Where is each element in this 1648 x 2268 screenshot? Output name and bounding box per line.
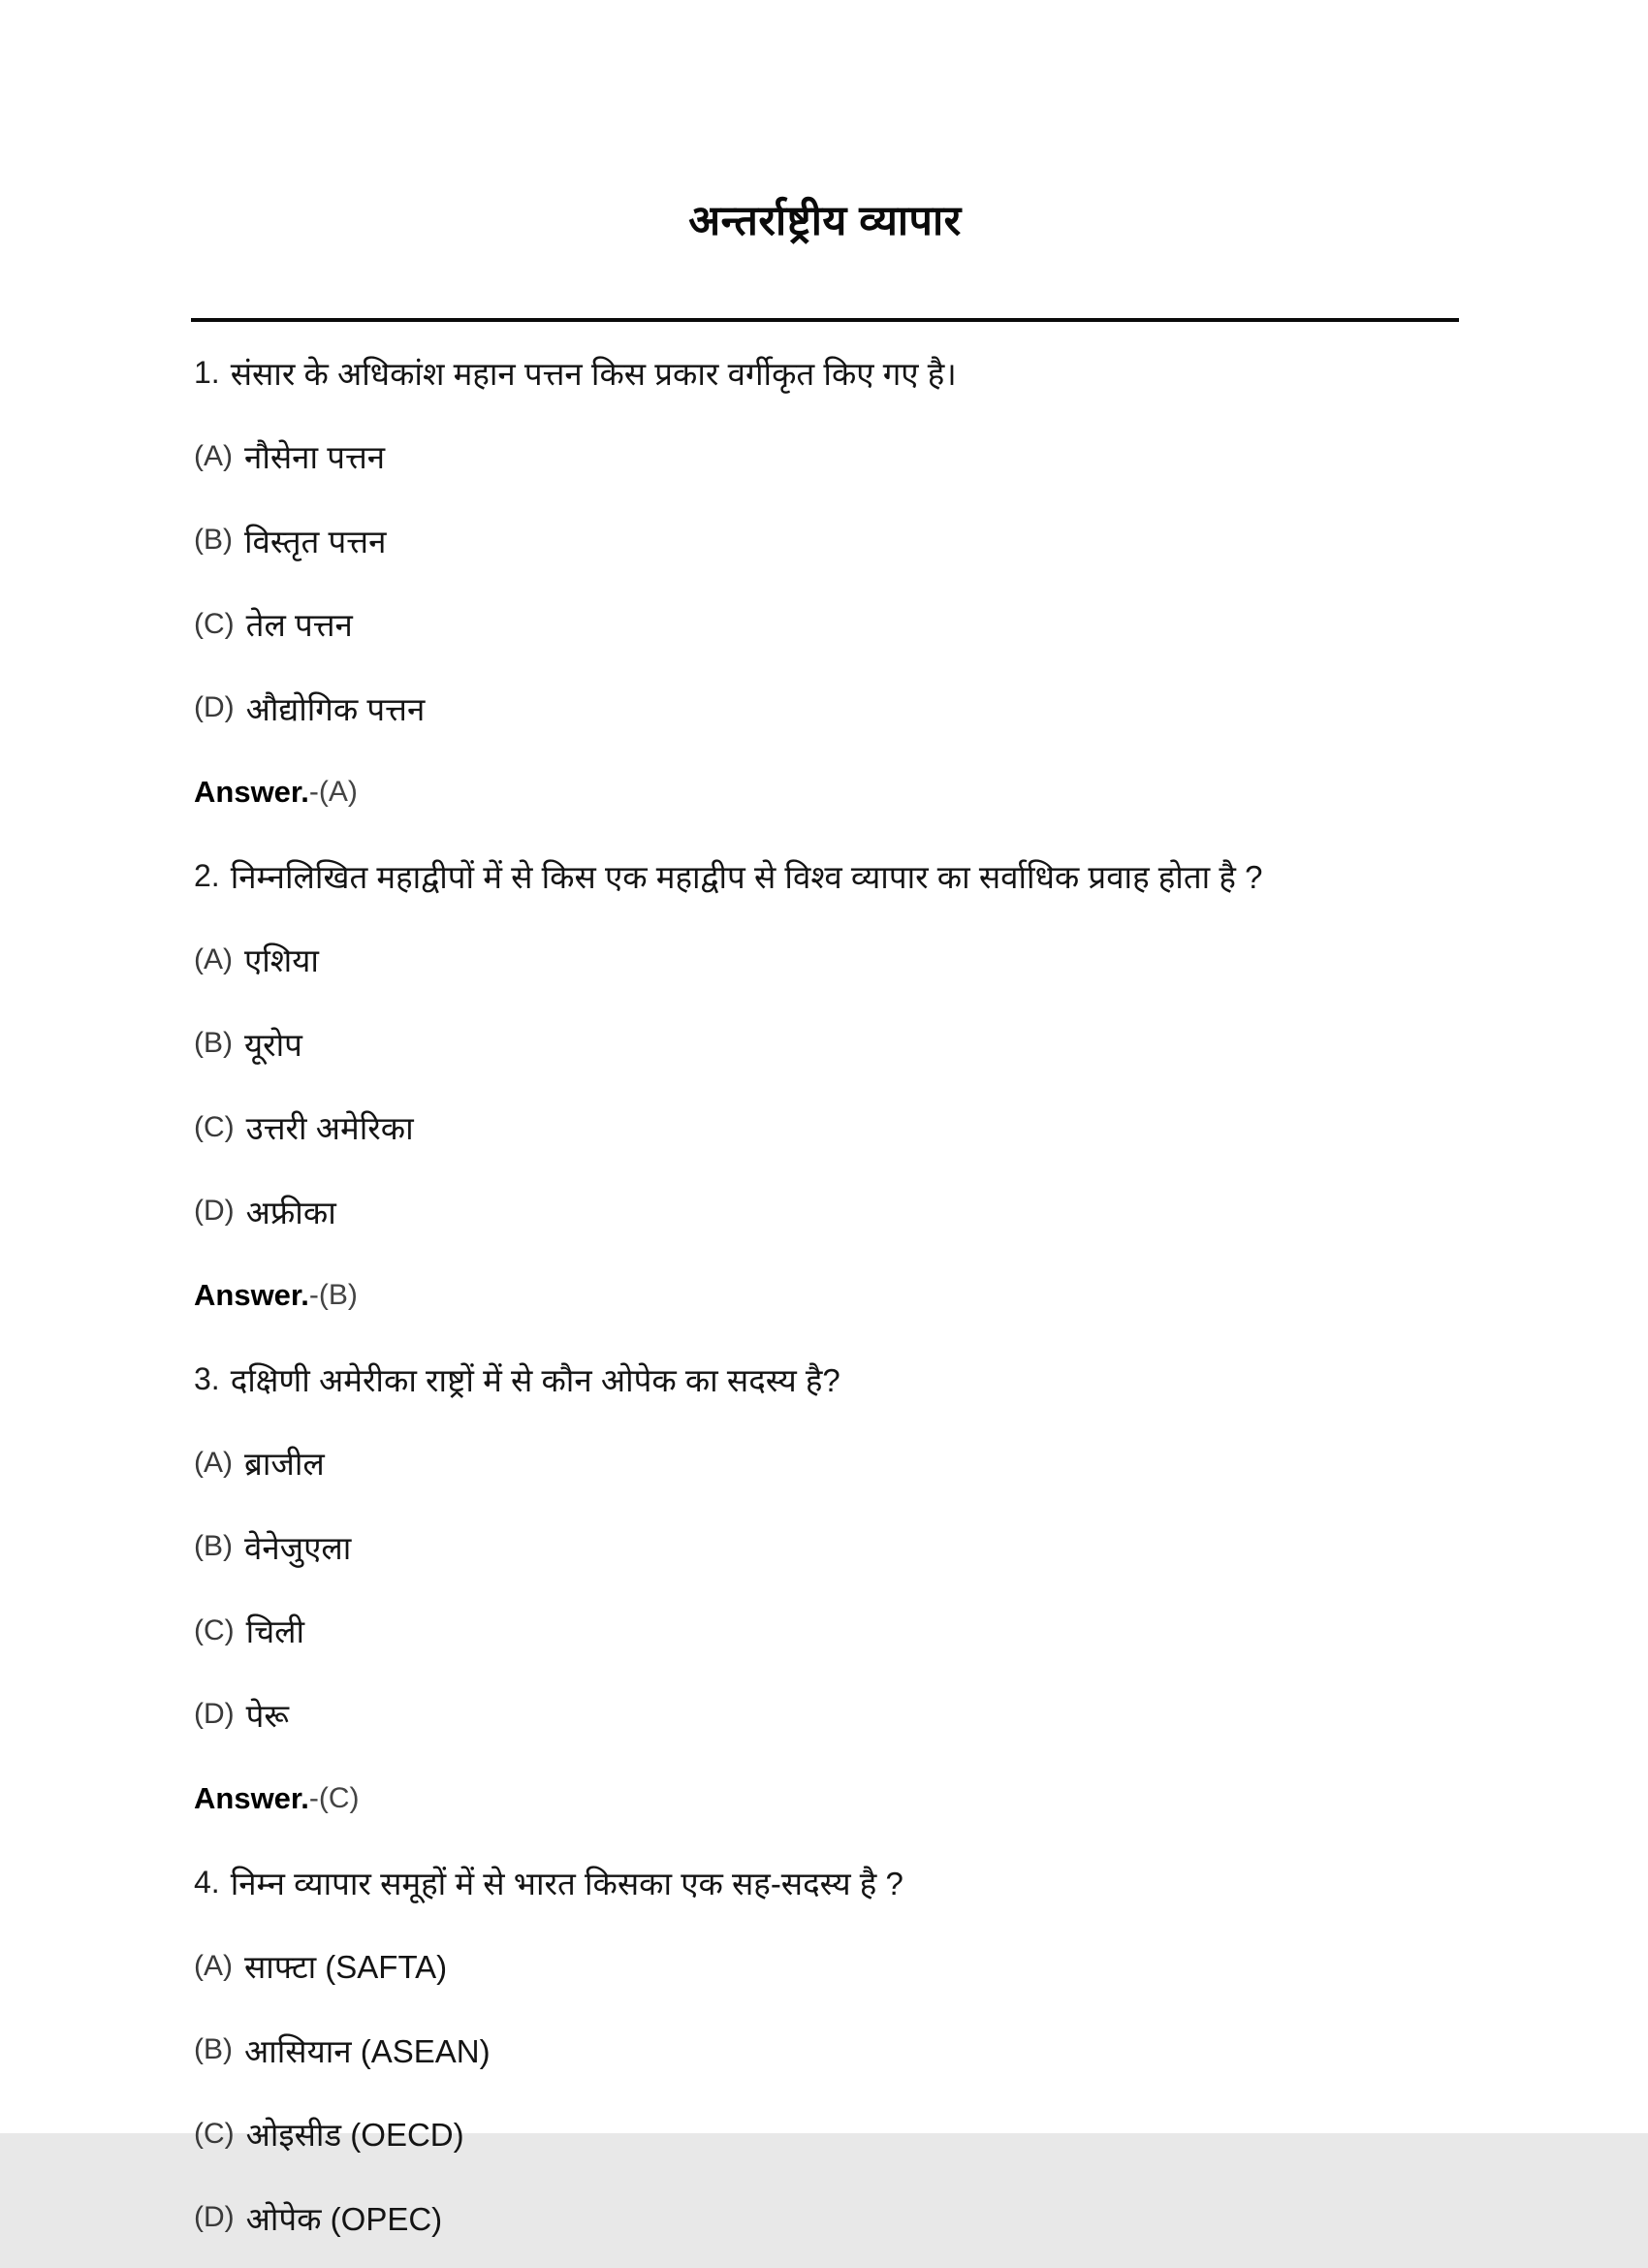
question-list bbox=[194, 323, 1464, 2268]
option-row bbox=[194, 591, 1464, 659]
option-text: अफ्रीका bbox=[245, 1194, 336, 1230]
question-text bbox=[194, 1848, 1464, 1917]
option-label: (B) bbox=[194, 1027, 233, 1060]
question-number: 3. bbox=[194, 1360, 220, 1396]
option-text: पेरू bbox=[245, 1697, 290, 1734]
answer-label: Answer. bbox=[194, 1277, 309, 1312]
option-label: (A) bbox=[194, 1446, 233, 1479]
option-text: तेल पत्तन bbox=[245, 607, 353, 644]
question-body: निम्नलिखित महाद्वीपों में से किस एक महाद्वीप से विश्व व्यापार का सर्वाधिक प्रवाह होता है ? bbox=[230, 858, 1263, 895]
option-text: चिली bbox=[245, 1613, 305, 1650]
option-text: साफ्टा (SAFTA) bbox=[244, 1949, 448, 1986]
page-title: अन्तर्राष्ट्रीय व्यापार bbox=[688, 198, 962, 244]
option-text: आसियान (ASEAN) bbox=[244, 2032, 491, 2069]
option-text: वेनेजुएला bbox=[244, 1529, 352, 1566]
option-label: (B) bbox=[194, 524, 233, 557]
question-body: दक्षिणी अमेरीका राष्ट्रों में से कौन ओपेक का सदस्य है? bbox=[230, 1361, 840, 1398]
question-number: 2. bbox=[194, 857, 220, 893]
option-row bbox=[194, 2184, 1464, 2252]
answer-value: -(A) bbox=[308, 775, 358, 808]
option-label: (A) bbox=[194, 439, 233, 472]
option-row bbox=[194, 2100, 1464, 2169]
option-row bbox=[194, 2016, 1464, 2085]
option-label: (D) bbox=[194, 2201, 235, 2234]
option-label: (C) bbox=[194, 607, 235, 640]
question-body: संसार के अधिकांश महान पत्तन किस प्रकार वर्गीकृत किए गए है। bbox=[230, 355, 957, 392]
answer-row bbox=[194, 1262, 1464, 1330]
option-text: औद्योगिक पत्तन bbox=[245, 690, 426, 727]
option-row bbox=[194, 1680, 1464, 1749]
option-row bbox=[194, 1429, 1464, 1498]
option-label: (D) bbox=[194, 1698, 235, 1731]
option-row bbox=[194, 926, 1464, 995]
option-text: विस्तृत पत्तन bbox=[244, 523, 387, 559]
option-text: ओइसीड (OECD) bbox=[245, 2117, 464, 2154]
option-text: यूरोप bbox=[244, 1026, 302, 1063]
option-label: (C) bbox=[194, 2117, 235, 2150]
option-text: उत्तरी अमेरिका bbox=[245, 1110, 414, 1147]
answer-value: -(B) bbox=[308, 1278, 358, 1311]
option-label: (C) bbox=[194, 1613, 235, 1646]
question-number: 4. bbox=[194, 1864, 220, 1900]
option-text: एशिया bbox=[244, 942, 319, 979]
answer-row bbox=[194, 1765, 1464, 1834]
answer-label: Answer. bbox=[194, 1780, 309, 1815]
option-row bbox=[194, 1177, 1464, 1246]
option-row bbox=[194, 506, 1464, 575]
option-label: (D) bbox=[194, 691, 235, 724]
question-body: निम्न व्यापार समूहों में से भारत किसका एक सह-सदस्य है ? bbox=[230, 1865, 903, 1901]
option-row bbox=[194, 1094, 1464, 1163]
option-row bbox=[194, 423, 1464, 492]
option-label: (A) bbox=[194, 942, 233, 975]
option-text: ओपेक (OPEC) bbox=[245, 2200, 443, 2237]
question-text bbox=[194, 1345, 1464, 1414]
answer-row bbox=[194, 758, 1464, 827]
option-row bbox=[194, 1513, 1464, 1581]
option-row bbox=[194, 1933, 1464, 2001]
option-label: (B) bbox=[194, 2033, 233, 2066]
question-text bbox=[194, 338, 1464, 407]
question-text bbox=[194, 842, 1464, 910]
title-divider bbox=[191, 318, 1459, 322]
answer-value: -(C) bbox=[308, 1781, 360, 1814]
option-row bbox=[194, 1597, 1464, 1666]
question-number: 1. bbox=[194, 354, 220, 390]
option-text: नौसेना पत्तन bbox=[244, 439, 386, 476]
answer-label: Answer. bbox=[194, 774, 309, 809]
option-label: (C) bbox=[194, 1110, 235, 1143]
option-row bbox=[194, 674, 1464, 743]
option-label: (A) bbox=[194, 1949, 233, 1982]
option-label: (B) bbox=[194, 1530, 233, 1563]
option-row bbox=[194, 1009, 1464, 1078]
option-text: ब्राजील bbox=[244, 1446, 325, 1483]
option-label: (D) bbox=[194, 1195, 235, 1228]
